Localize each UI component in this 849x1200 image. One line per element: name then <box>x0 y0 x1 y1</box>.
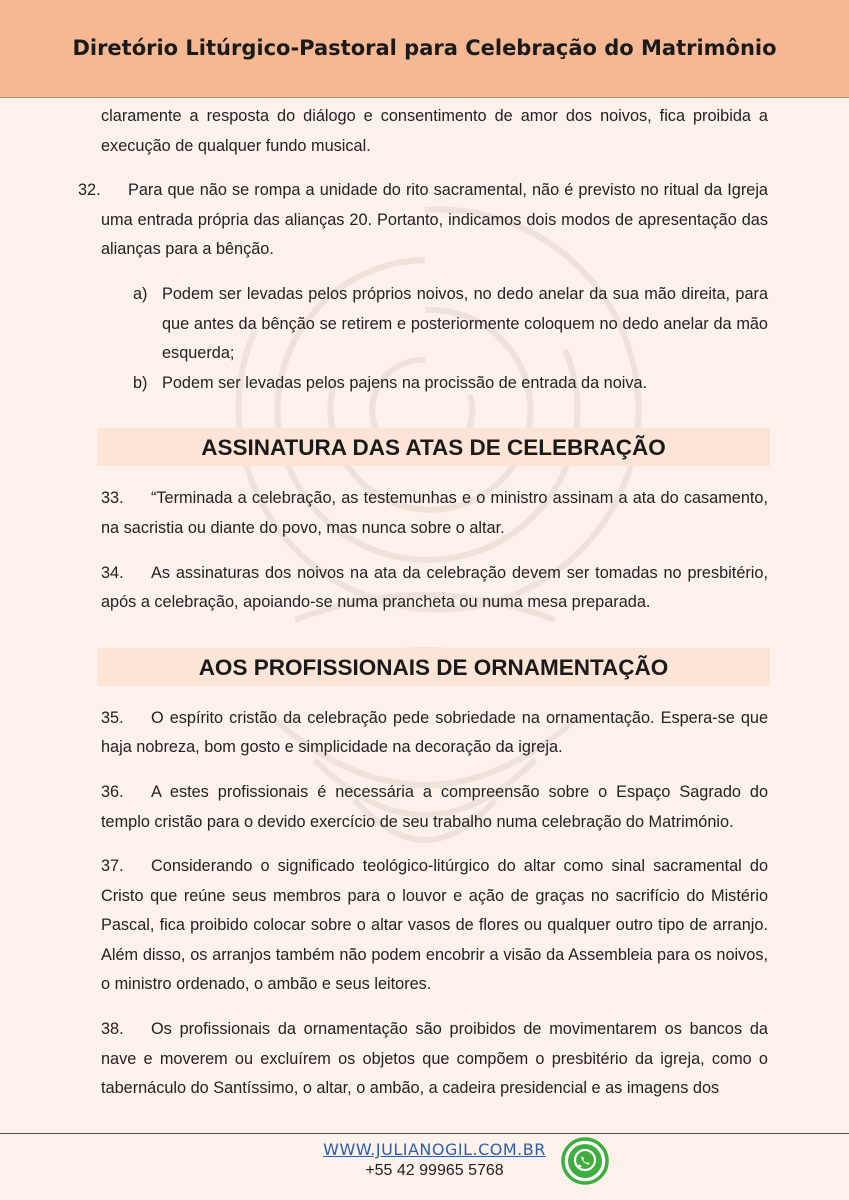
phone-number: +55 42 99965 5768 <box>365 1162 504 1179</box>
paragraph-text: Considerando o significado teológico-litúrgico do altar como sinal sacramental do Cristo que reúne seus membros para o louvor e ação de graças no sacrifício do Mistério Pascal, fica proibido colocar sobre o altar vasos de flores ou qualquer outro tipo de arranjo. Além disso, os arranjos também não podem encobrir a visão da Assembleia para os noivos, o ministro ordenado, o ambão e seus leitores. <box>101 857 768 994</box>
ring-presentation-list <box>133 280 768 398</box>
paragraph-text: A estes profissionais é necessária a compreensão sobre o Espaço Sagrado do templo cristão para o devido exercício de seu trabalho numa celebração do Matrimónio. <box>101 782 768 831</box>
list-item-text: Podem ser levadas pelos pajens na procissão de entrada da noiva. <box>162 373 648 392</box>
paragraph-number: 38. <box>101 1020 124 1039</box>
paragraph-number: 34. <box>101 563 124 582</box>
paragraph-33 <box>101 484 768 543</box>
paragraph-37 <box>101 852 768 1000</box>
paragraph-text: As assinaturas dos noivos na ata da celebração devem ser tomadas no presbitério, após a celebração, apoiando-se numa prancheta ou numa mesa preparada. <box>101 563 768 612</box>
paragraph-number: 36. <box>101 782 124 801</box>
list-marker: b) <box>133 373 148 392</box>
list-marker: a) <box>133 284 148 303</box>
paragraph-text: Para que não se rompa a unidade do rito sacramental, não é previsto no ritual da Igreja uma entrada própria das alianças 20. Portanto, indicamos dois modos de apresentação das alianças para a bênção. <box>101 181 768 259</box>
website-link[interactable]: WWW.JULIANOGIL.COM.BR <box>323 1140 546 1159</box>
paragraph-36 <box>101 778 768 837</box>
paragraph-34 <box>101 559 768 618</box>
list-item <box>133 280 768 369</box>
paragraph-number: 35. <box>101 708 124 727</box>
paragraph-38 <box>101 1015 768 1104</box>
document-title: Diretório Litúrgico-Pastoral para Celebração do Matrimônio <box>72 36 777 60</box>
footer-divider <box>0 1133 849 1134</box>
list-item <box>133 369 768 399</box>
paragraph-32 <box>78 176 768 265</box>
paragraph-text: O espírito cristão da celebração pede sobriedade na ornamentação. Espera-se que haja nobreza, bom gosto e simplicidade na decoração da igreja. <box>101 708 768 757</box>
paragraph-number: 33. <box>101 489 124 508</box>
whatsapp-icon[interactable] <box>561 1137 609 1185</box>
paragraph-number: 32. <box>78 181 101 200</box>
paragraph-number: 37. <box>101 857 124 876</box>
paragraph-text: “Terminada a celebração, as testemunhas e o ministro assinam a ata do casamento, na sacristia ou diante do povo, mas nunca sobre o altar. <box>101 489 768 537</box>
section-heading-decorators: AOS PROFISSIONAIS DE ORNAMENTAÇÃO <box>97 648 770 686</box>
page-header <box>0 0 849 98</box>
paragraph-intro: claramente a resposta do diálogo e consentimento de amor dos noivos, fica proibida a execução de qualquer fundo musical. <box>101 107 768 155</box>
list-item-text: Podem ser levadas pelos próprios noivos, no dedo anelar da sua mão direita, para que antes da bênção se retirem e posteriormente coloquem no dedo anelar da mão esquerda; <box>162 284 768 363</box>
section-heading-signatures: ASSINATURA DAS ATAS DE CELEBRAÇÃO <box>97 428 770 466</box>
paragraph-35 <box>101 704 768 763</box>
paragraph-text: Os profissionais da ornamentação são proibidos de movimentarem os bancos da nave e moverem ou excluírem os objetos que compõem o presbitério da igreja, como o tabernáculo do Santíssimo, o altar, o ambão, a cadeira presidencial e as imagens dos <box>101 1020 768 1098</box>
document-body <box>78 102 768 1119</box>
